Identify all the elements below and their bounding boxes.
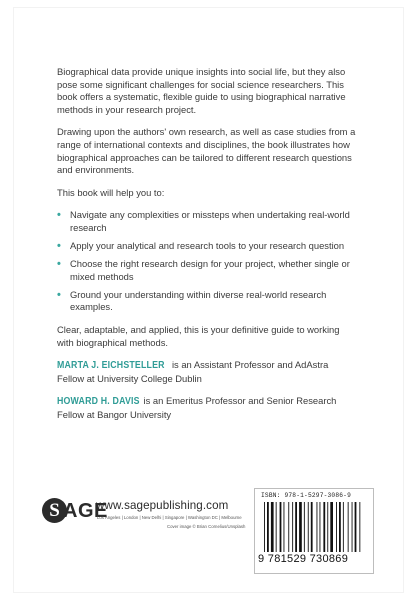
barcode-bar — [299, 502, 302, 552]
bullet-icon: • — [57, 288, 61, 301]
barcode-bar — [288, 502, 289, 552]
list-item — [57, 289, 357, 314]
sage-logo-word: AGE — [63, 500, 108, 522]
barcode-bar — [327, 502, 328, 552]
barcode-bar — [317, 502, 318, 552]
barcode-bar — [348, 502, 349, 552]
barcode-bar — [339, 502, 341, 552]
bullet-icon: • — [57, 240, 61, 253]
barcode-bar — [355, 502, 357, 552]
list-item-text: Apply your analytical and research tools to your research question — [70, 240, 345, 252]
list-item-text: Choose the right research design for your project, whether single or mixed methods — [70, 258, 350, 282]
closing-line: Clear, adaptable, and applied, this is your definitive guide to working with biographical methods. — [57, 324, 340, 348]
barcode-bar — [330, 502, 333, 552]
barcode-bar — [264, 502, 265, 552]
isbn-barcode — [254, 488, 374, 574]
barcode-bar — [295, 502, 297, 552]
barcode-bar — [276, 502, 277, 552]
barcode-bar — [352, 502, 353, 552]
barcode-bar — [343, 502, 344, 552]
barcode-bar — [304, 502, 305, 552]
barcode-bar — [271, 502, 274, 552]
intro-line: This book will help you to: — [57, 186, 165, 198]
barcode-bar — [267, 502, 269, 552]
author-entry — [57, 395, 357, 421]
isbn-label: ISBN: 978-1-5297-3086-9 — [261, 492, 352, 499]
list-item-text: Ground your understanding within diverse real-world research examples. — [70, 288, 327, 313]
bullet-icon: • — [57, 209, 61, 222]
barcode-digits: 9 781529 730869 — [258, 553, 349, 565]
blurb — [57, 66, 357, 432]
publisher-cities: Los Angeles | London | New Delhi | Singapore | Washington DC | Melbourne — [97, 515, 242, 520]
author-entry — [57, 359, 357, 385]
list-item-text: Navigate any complexities or missteps when undertaking real-world research — [70, 209, 350, 233]
barcode-bar — [323, 502, 325, 552]
barcode-bar — [292, 502, 293, 552]
publisher-url[interactable]: www.sagepublishing.com — [96, 499, 229, 512]
barcode-bar — [320, 502, 321, 552]
list-item — [57, 209, 357, 234]
bullet-icon: • — [57, 258, 61, 271]
benefits-list — [57, 209, 357, 314]
barcode-bar — [284, 502, 285, 552]
list-item — [57, 258, 357, 283]
sage-logo-mark: S — [42, 498, 67, 523]
cover-credit: Cover image © Brian Cornelius/Unsplash — [167, 524, 246, 529]
author-name: HOWARD H. DAVIS — [57, 396, 140, 408]
author-bio: is an Emeritus Professor and Senior Research Fellow at Bangor University — [57, 395, 337, 420]
barcode-bar — [359, 502, 360, 552]
barcode-bar — [336, 502, 337, 552]
barcode-bar — [311, 502, 313, 552]
author-name: MARTA J. EICHSTELLER — [57, 360, 165, 372]
paragraph-1: Biographical data provide unique insights into social life, but they also pose some significant challenges for social science researchers. This book offers a systematic, flexible guide to using biographical narrative methods in your research project. — [57, 66, 346, 115]
barcode-bar — [308, 502, 309, 552]
barcode-bars — [264, 502, 364, 552]
author-bio: is an Assistant Professor and AdAstra Fellow at University College Dublin — [57, 359, 329, 384]
barcode-bar — [280, 502, 282, 552]
paragraph-2: Drawing upon the authors' own research, as well as case studies from a range of international contexts and disciplines, the book illustrates how biographical approaches can be tailored to different research questions and environments. — [57, 126, 356, 176]
list-item — [57, 240, 357, 253]
